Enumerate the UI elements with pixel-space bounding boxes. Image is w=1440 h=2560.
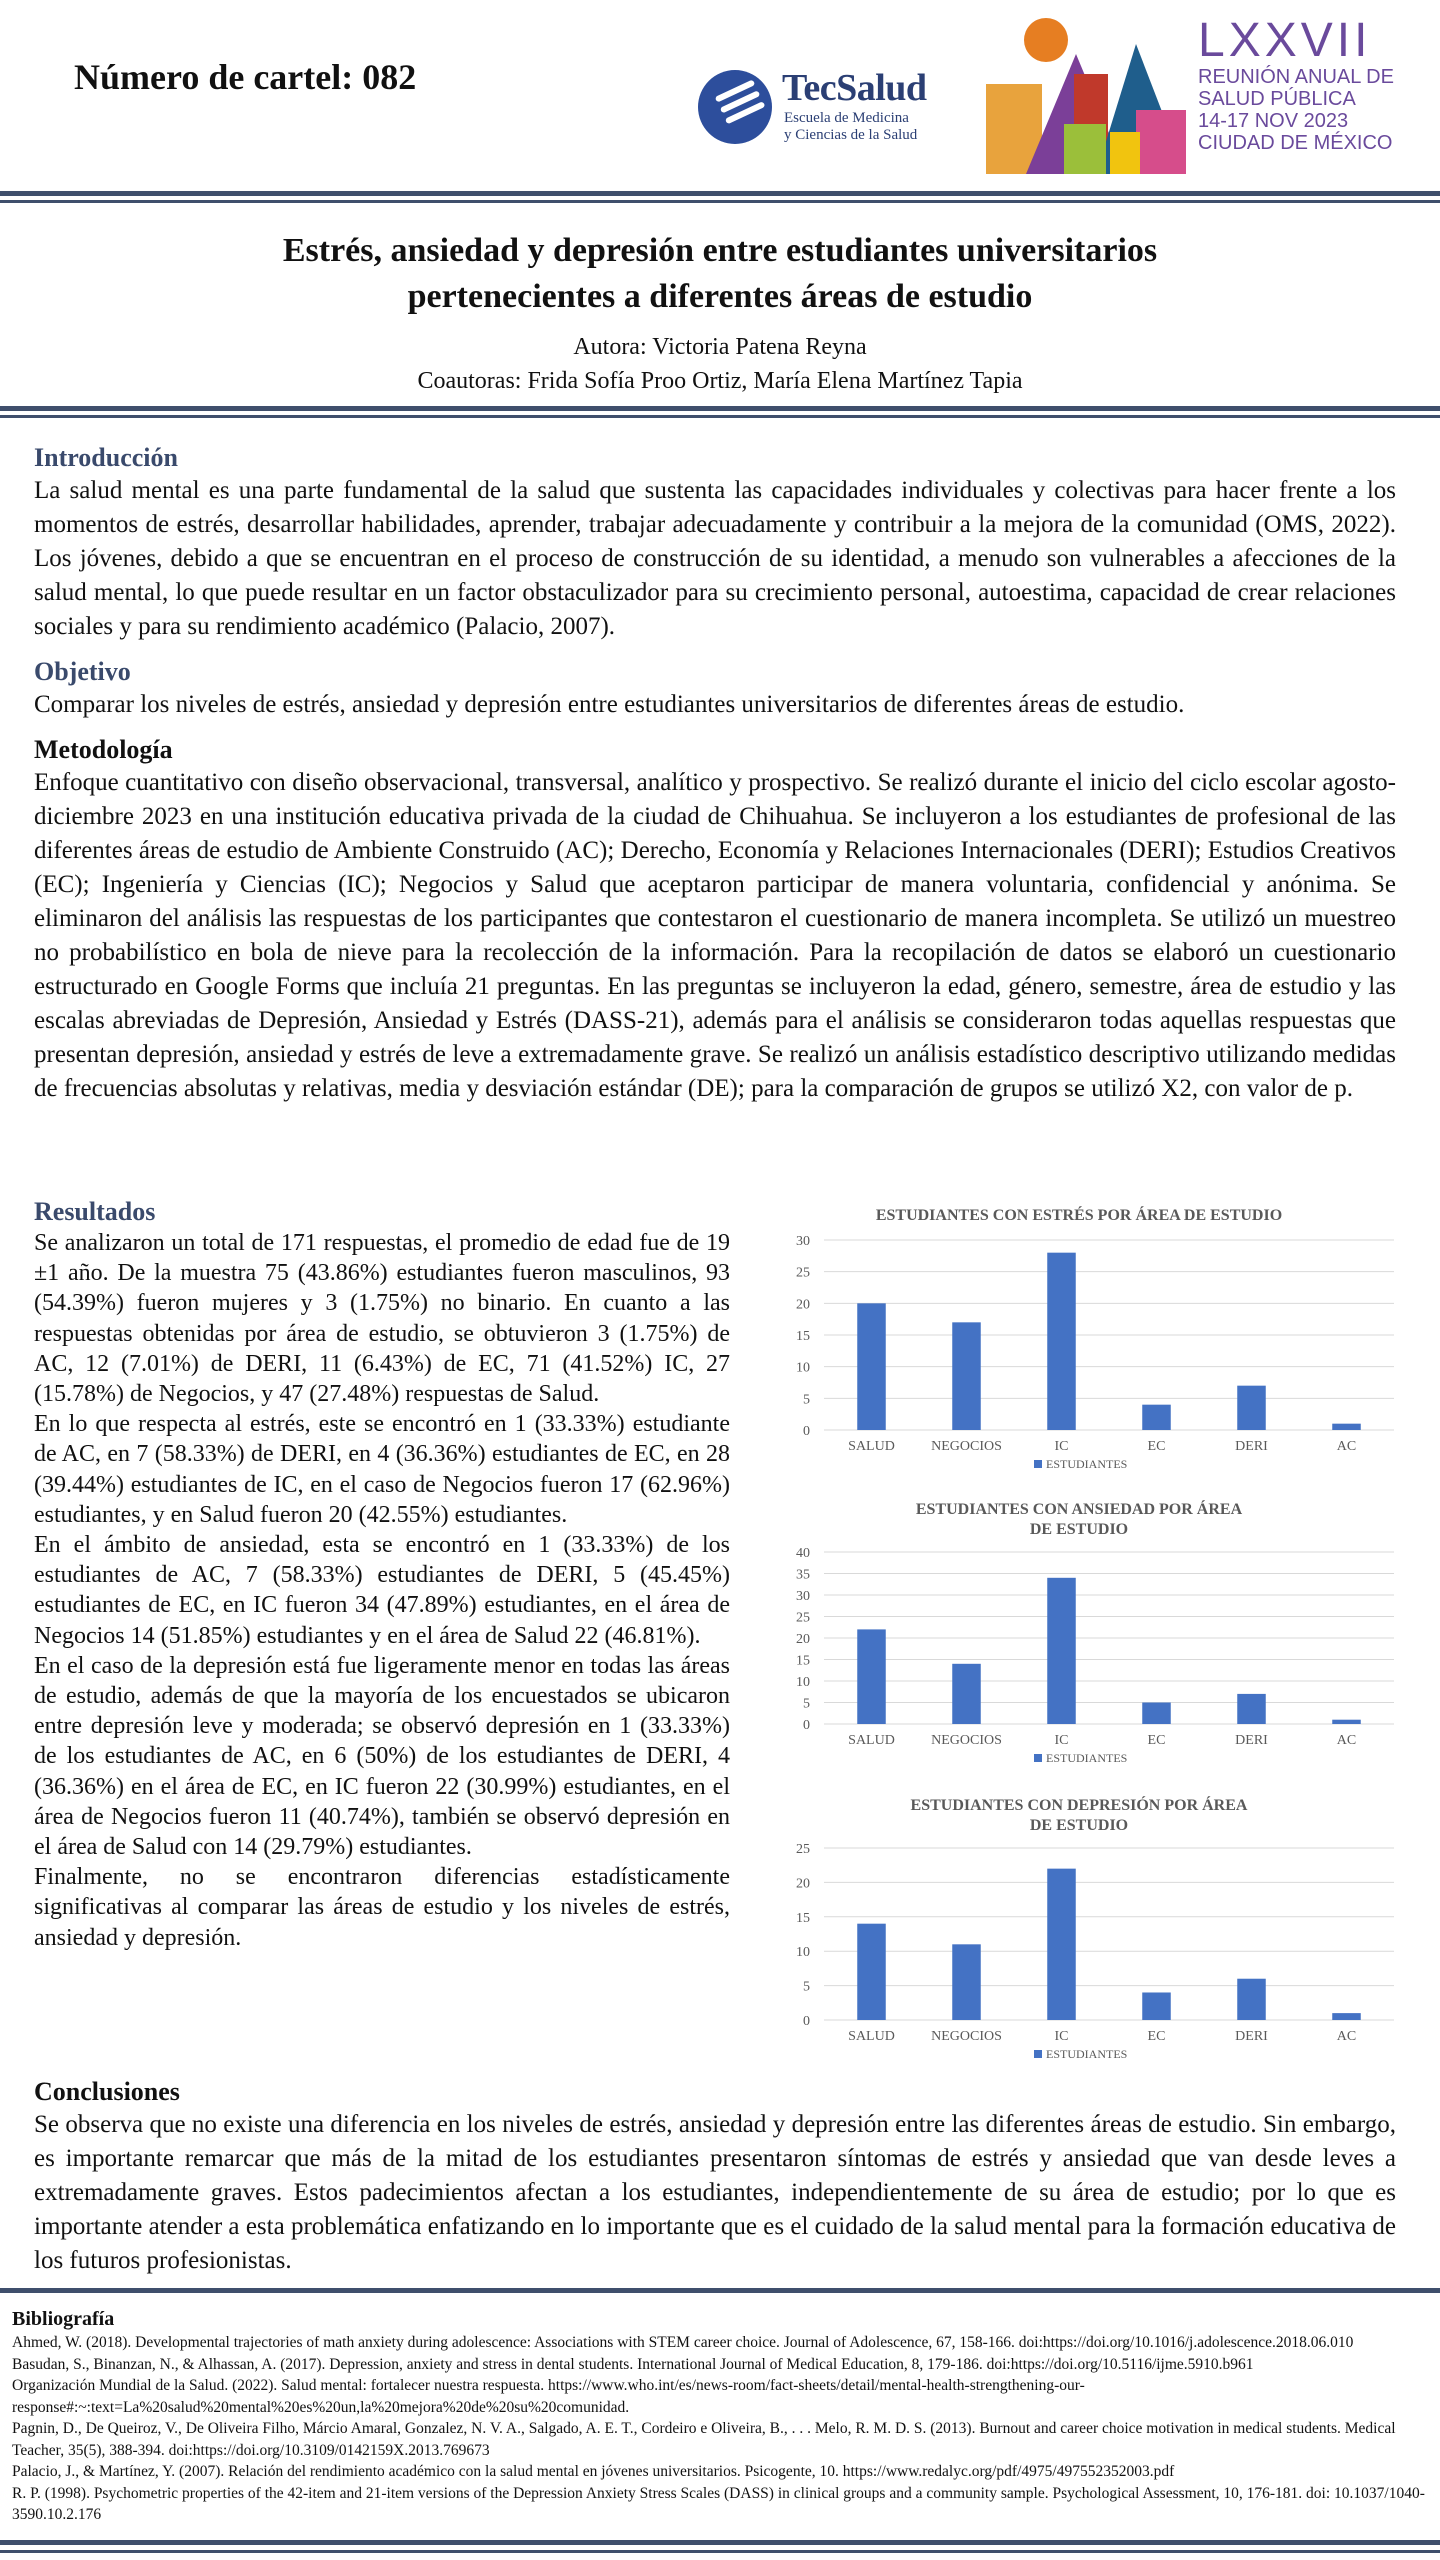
bar (952, 1322, 981, 1430)
chart-title: ESTUDIANTES CON DEPRESIÓN POR ÁREA (910, 1797, 1248, 1814)
results-paragraph-1: Se analizaron un total de 171 respuestas, el promedio de edad fue de 19 ±1 año. De la muestra 75 (43.86%) estudiantes fueron masculinos, 93 (54.39%) fueron mujeres y 3 (1.75%) no binario. En cuanto a las respuestas obtenidas por área de estudio, se obtuvieron 3 (1.75%) de AC, 12 (7.01%) de DERI, 11 (6.43%) de EC, 71 (41.52%) IC, 27 (15.78%) de Negocios, y 47 (27.48%) respuestas de Salud. (34, 1230, 730, 1408)
legend-label: ESTUDIANTES (1046, 1457, 1128, 1471)
y-tick-label: 25 (796, 1265, 810, 1281)
conference-line-4: CIUDAD DE MÉXICO (1198, 132, 1393, 154)
anxiety-chart-svg (774, 1490, 1410, 1780)
results-paragraph-5: Finalmente, no se encontraron diferencias estadísticamente significativas al comparar las áreas de estudio y los niveles de estrés, ansiedad y depresión. (34, 1864, 730, 1951)
y-tick-label: 10 (796, 1360, 810, 1376)
objective-text: Comparar los niveles de estrés, ansiedad y depresión entre estudiantes universitarios de diferentes áreas de estudio. (34, 691, 1185, 718)
bar (952, 1944, 981, 2020)
y-tick-label: 10 (796, 1675, 810, 1690)
bar (1142, 1405, 1171, 1430)
footer-divider-thin (0, 2550, 1440, 2553)
y-tick-label: 35 (796, 1567, 810, 1583)
bibliography-ref: Ahmed, W. (2018). Developmental trajectories of math anxiety during adolescence: Associations with STEM career choice. Journal of Adolescence, 67, 158-166. doi:https://doi.org/10.1016/j.adolescence.2018.06.010 (12, 2334, 1354, 2351)
y-tick-label: 10 (796, 1945, 810, 1961)
title-block (0, 228, 1440, 398)
stress-chart-svg (774, 1196, 1410, 1486)
bibliography-ref: Palacio, J., & Martínez, Y. (2007). Relación del rendimiento académico con la salud mental en jóvenes universitarios. Psicogente, 10. https://www.redalyc.org/pdf/4975/497552352003.pdf (12, 2463, 1175, 2480)
x-tick-label: IC (1054, 1439, 1069, 1454)
y-tick-label: 0 (803, 2014, 810, 2029)
conclusions-divider (0, 2288, 1440, 2293)
x-tick-label: EC (1147, 1733, 1166, 1748)
x-tick-label: AC (1336, 2029, 1357, 2044)
results-text (34, 1228, 730, 1953)
y-tick-label: 0 (803, 1718, 810, 1733)
y-tick-label: 15 (796, 1910, 810, 1926)
y-tick-label: 25 (796, 1842, 810, 1857)
header-divider (0, 191, 1440, 196)
x-tick-label: NEGOCIOS (931, 1733, 1002, 1748)
x-tick-label: NEGOCIOS (931, 2029, 1002, 2044)
x-tick-label: NEGOCIOS (931, 1439, 1002, 1454)
bar (1237, 1979, 1266, 2020)
y-tick-label: 30 (796, 1234, 810, 1249)
legend-label: ESTUDIANTES (1046, 1751, 1128, 1765)
conference-line-3: 14-17 NOV 2023 (1198, 110, 1349, 132)
y-tick-label: 0 (803, 1424, 810, 1439)
x-tick-label: DERI (1235, 2029, 1268, 2044)
x-tick-label: EC (1147, 1439, 1166, 1454)
y-tick-label: 20 (796, 1876, 810, 1892)
bibliography-ref: R. P. (1998). Psychometric properties of the 42-item and 21-item versions of the Depression Anxiety Stress Scales (DASS) in clinical groups and a community sample. Psychological Assessment, 10, 176-181. doi: 10.1037/1040-3590.10.2.176 (12, 2484, 1425, 2523)
tecsalud-subtitle-line-2: y Ciencias de la Salud (784, 127, 918, 143)
conclusions-section (34, 2076, 1396, 2278)
bar (857, 1303, 886, 1430)
y-tick-label: 15 (796, 1653, 810, 1669)
conference-graphic-icon (986, 14, 1186, 174)
results-paragraph-2: En lo que respecta al estrés, este se encontró en 1 (33.33%) estudiante de AC, en 7 (58.33%) de DERI, en 4 (36.36%) estudiantes de EC, en 28 (39.44%) estudiantes de IC, en el caso de Negocios fueron 17 (62.96%) estudiantes, y en Salud fueron 20 (42.55%) estudiantes. (34, 1411, 730, 1528)
conference-logo (986, 14, 1406, 174)
depression-chart-svg (774, 1786, 1410, 2076)
chart-title: ESTUDIANTES CON ANSIEDAD POR ÁREA (915, 1501, 1243, 1518)
depression-chart (774, 1786, 1410, 2076)
tecsalud-emblem-icon (698, 70, 772, 144)
y-tick-label: 25 (796, 1610, 810, 1626)
bar (1332, 2013, 1361, 2020)
bar (1142, 1992, 1171, 2020)
poster-header (0, 0, 1440, 190)
legend-swatch (1034, 1460, 1042, 1468)
x-tick-label: DERI (1235, 1439, 1268, 1454)
objective-section (34, 656, 1396, 722)
legend-swatch (1034, 2050, 1042, 2058)
x-tick-label: SALUD (848, 1733, 895, 1748)
y-tick-label: 5 (803, 1696, 810, 1712)
y-tick-label: 20 (796, 1632, 810, 1647)
header-divider-thin (0, 200, 1440, 203)
bar (857, 1924, 886, 2020)
x-tick-label: SALUD (848, 1439, 895, 1454)
y-tick-label: 5 (803, 1392, 810, 1408)
introduction-section (34, 442, 1396, 644)
title-divider (0, 406, 1440, 411)
tecsalud-logo (698, 66, 938, 156)
x-tick-label: IC (1054, 1733, 1069, 1748)
bar (1237, 1386, 1266, 1430)
x-tick-label: SALUD (848, 2029, 895, 2044)
y-tick-label: 40 (796, 1546, 810, 1561)
conference-line-2: SALUD PÚBLICA (1198, 88, 1356, 110)
poster-title-line-2: pertenecientes a diferentes áreas de estudio (407, 278, 1033, 315)
chart-title: DE ESTUDIO (1029, 1521, 1129, 1538)
tecsalud-subtitle (784, 110, 917, 144)
chart-title: DE ESTUDIO (1029, 1817, 1129, 1834)
y-tick-label: 15 (796, 1329, 810, 1344)
bar (952, 1664, 981, 1724)
tecsalud-subtitle-line-1: Escuela de Medicina (784, 110, 909, 126)
footer-divider (0, 2540, 1440, 2545)
results-paragraph-3: En el ámbito de ansiedad, esta se encontró en 1 (33.33%) de los estudiantes de AC, 7 (58.33%) estudiantes de DERI, 5 (45.45%) estudiantes de EC, en IC fueron 34 (47.89%) estudiantes, en el área de Negocios 14 (51.85%) estudiantes y en el área de Salud 22 (46.81%). (34, 1532, 730, 1649)
conference-text (1198, 16, 1394, 154)
chart-title: ESTUDIANTES CON ESTRÉS POR ÁREA DE ESTUDIO (875, 1207, 1283, 1224)
bibliography-ref: Basudan, S., Binanzan, N., & Alhassan, A. (2017). Depression, anxiety and stress in dental students. International Journal of Medical Education, 8, 179-186. doi:https://doi.org/10.5116/ijme.5910.b961 (12, 2355, 1254, 2373)
introduction-text: La salud mental es una parte fundamental de la salud que sustenta las capacidades individuales y colectivas para hacer frente a los momentos de estrés, desarrollar habilidades, aprender, trabajar adecuadamente y contribuir a la mejora de la comunidad (OMS, 2022). Los jóvenes, debido a que se encuentran en el proceso de construcción de su identidad, a menudo son vulnerables a afecciones de la salud mental, lo que puede resultar en un factor obstaculizador para su crecimiento personal, autoestima, capacidad de crear relaciones sociales y para su rendimiento académico (Palacio, 2007). (34, 477, 1396, 640)
conclusions-text: Se observa que no existe una diferencia en los niveles de estrés, ansiedad y depresión entre las diferentes áreas de estudio. Sin embargo, es importante remarcar que más de la mitad de los estudiantes presentaron síntomas de estrés y ansiedad que van desde leves a extremadamente graves. Estos padecimientos afectan a los estudiantes, independientemente de su área de estudio; por lo que es importante atender a esta problemática enfatizando en lo importante que es el cuidado de la salud mental para la formación educativa de los futuros profesionistas. (34, 2111, 1396, 2274)
bibliography-ref: Pagnin, D., De Queiroz, V., De Oliveira Filho, Márcio Amaral, Gonzalez, N. V. A., Salgado, A. E. T., Cordeiro e Oliveira, B., . . . Melo, R. M. D. S. (2013). Burnout and career choice motivation in medical students. Medical Teacher, 35(5), 388-394. doi:https://doi.org/10.3109/0142159X.2013.769673 (12, 2420, 1396, 2459)
bar (1047, 1253, 1076, 1430)
title-divider-thin (0, 415, 1440, 418)
x-tick-label: AC (1336, 1733, 1357, 1748)
legend-swatch (1034, 1754, 1042, 1762)
stress-chart (774, 1196, 1410, 1486)
coauthors: Coautoras: Frida Sofía Proo Ortiz, María Elena Martínez Tapia (417, 368, 1023, 394)
y-tick-label: 5 (803, 1979, 810, 1995)
bibliography-heading: Bibliografía (12, 2308, 115, 2330)
bar (1237, 1694, 1266, 1724)
poster-title-line-1: Estrés, ansiedad y depresión entre estudiantes universitarios (282, 232, 1158, 269)
bar (1332, 1720, 1361, 1724)
bar (857, 1629, 886, 1724)
methods-section (34, 734, 1396, 1106)
y-tick-label: 20 (796, 1297, 810, 1313)
bibliography-section (12, 2306, 1428, 2526)
introduction-heading: Introducción (34, 443, 178, 472)
methods-heading: Metodología (34, 735, 173, 764)
bar (1047, 1578, 1076, 1724)
x-tick-label: AC (1336, 1439, 1357, 1454)
anxiety-chart (774, 1490, 1410, 1780)
conference-line-1: REUNIÓN ANUAL DE (1198, 66, 1394, 88)
results-heading: Resultados (34, 1197, 156, 1226)
author: Autora: Victoria Patena Reyna (573, 334, 867, 360)
bar (1332, 1424, 1361, 1430)
x-tick-label: DERI (1235, 1733, 1268, 1748)
poster-number: Número de cartel: 082 (74, 57, 417, 97)
x-tick-label: IC (1054, 2029, 1069, 2044)
conclusions-heading: Conclusiones (34, 2077, 180, 2106)
tecsalud-name: TecSalud (782, 67, 927, 109)
bar (1142, 1703, 1171, 1725)
results-paragraph-4: En el caso de la depresión está fue ligeramente menor en todas las áreas de estudio, además de que la mayoría de los encuestados se ubicaron entre depresión leve y moderada; se observó depresión en 1 (33.33%) de los estudiantes de AC, en 6 (50%) de los estudiantes de DERI, 4 (36.36%) en el área de EC, en IC fueron 22 (30.99%) estudiantes, en el área de Negocios fueron 11 (40.74%), también se observó depresión en el área de Salud con 14 (29.79%) estudiantes. (34, 1652, 730, 1861)
objective-heading: Objetivo (34, 657, 131, 686)
methods-text: Enfoque cuantitativo con diseño observacional, transversal, analítico y prospectivo. Se realizó durante el inicio del ciclo escolar agosto-diciembre 2023 en una institución educativa privada de la ciudad de Chihuahua. Se incluyeron a los estudiantes de profesional de las diferentes áreas de estudio de Ambiente Construido (AC); Derecho, Economía y Relaciones Internacionales (DERI); Estudios Creativos (EC); Ingeniería y Ciencias (IC); Negocios y Salud que aceptaron participar de manera voluntaria, confidencial y anónima. Se eliminaron del análisis las respuestas de los participantes que contestaron el cuestionario de manera incompleta. Se utilizó un muestreo no probabilístico en bola de nieve para la recolección de la información. Para la recopilación de datos se elaboró un cuestionario estructurado en Google Forms que incluía 21 preguntas. En las preguntas se incluyeron la edad, género, semestre, área de estudio y las escalas abreviadas de Depresión, Ansiedad y Estrés (DASS-21), además para el análisis se consideraron todas aquellas respuestas que presentan depresión, ansiedad y estrés de leve a extremadamente grave. Se realizó un análisis estadístico descriptivo utilizando medidas de frecuencias absolutas y relativas, media y desviación estándar (DE); para la comparación de grupos se utilizó X2, con valor de p. (34, 769, 1396, 1102)
conference-numeral: LXXVII (1198, 14, 1372, 67)
bibliography-ref: Organización Mundial de la Salud. (2022). Salud mental: fortalecer nuestra respuesta. https://www.who.int/es/news-room/fact-sheets/detail/mental-health-strengthening-our-response#:~:text=La%20salud%20mental%20es%20un,la%20mejora%20de%20su%20comunidad. (12, 2377, 1085, 2416)
bar (1047, 1869, 1076, 2020)
y-tick-label: 30 (796, 1589, 810, 1604)
x-tick-label: EC (1147, 2029, 1166, 2044)
legend-label: ESTUDIANTES (1046, 2047, 1128, 2061)
